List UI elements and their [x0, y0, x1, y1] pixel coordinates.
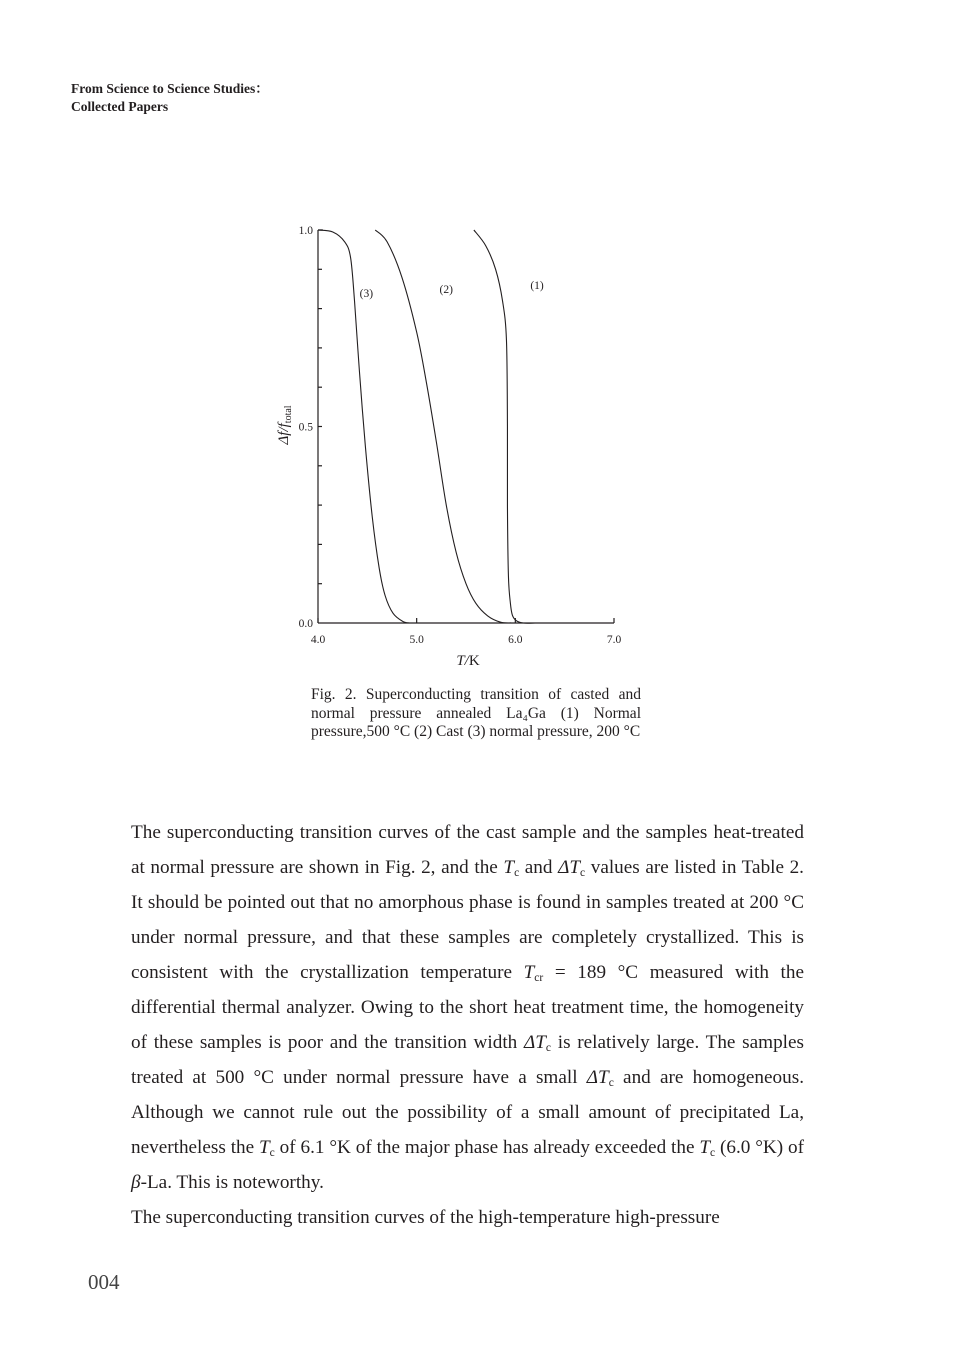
series-label: (2): [439, 283, 453, 296]
series-label: (1): [530, 279, 544, 292]
book-title: From Science to Science Studies：: [71, 81, 269, 96]
subscript: c: [580, 866, 586, 879]
text-run: ΔT: [586, 1067, 609, 1088]
x-axis-label: T/K: [456, 653, 480, 669]
text-run: T: [523, 962, 535, 983]
paragraph: [131, 815, 804, 1200]
running-header: [71, 80, 269, 116]
y-axis-label: $\Delta f/f_{total}$: [276, 405, 294, 445]
subscript: c: [269, 1146, 275, 1159]
text-run: -La. This is noteworthy.: [140, 1172, 324, 1193]
x-tick-label: 6.0: [508, 634, 523, 646]
text-run: T: [503, 857, 515, 878]
figure-caption: Fig. 2. Superconducting transition of casted and normal pressure annealed La₄Ga (1) Normal pressure,500 °C (2) Cast (3) normal pressure, 200 °C: [311, 686, 641, 740]
subscript: cr: [534, 971, 544, 984]
body-text: [131, 815, 804, 1235]
text-run: and: [519, 857, 559, 878]
book-subtitle: Collected Papers: [71, 99, 169, 114]
x-tick-label: 5.0: [409, 634, 424, 646]
text-run: β: [131, 1172, 141, 1193]
text-run: ΔT: [558, 857, 581, 878]
text-run: T: [699, 1137, 711, 1158]
text-run: of 6.1 °K of the major phase has already exceeded the: [274, 1137, 700, 1158]
text-run: T: [259, 1137, 270, 1158]
paragraph: [131, 1200, 804, 1235]
text-run: = 189 °C measured with the differential thermal analyzer. Owing to the short heat treatment time, the homogeneity of these samples is poor and the transition width: [131, 962, 804, 1053]
text-run: and are homogeneous. Although we cannot rule out the possibility of a small amount of precipitated La, nevertheless the: [131, 1067, 804, 1158]
text-run: ΔT: [523, 1032, 546, 1053]
page-number: 004: [88, 1270, 120, 1294]
text-run: (6.0 °K) of: [715, 1137, 805, 1158]
subscript: c: [545, 1041, 552, 1054]
subscript: c: [710, 1146, 716, 1159]
x-tick-label: 4.0: [310, 634, 326, 646]
series-label: (3): [359, 287, 374, 300]
text-run: The superconducting transition curves of the high-temperature high-pressure: [131, 1207, 720, 1228]
x-tick-label: 7.0: [606, 634, 622, 646]
y-tick-label: 1.0: [298, 225, 313, 237]
subscript: c: [608, 1076, 614, 1089]
y-tick-label: 0.0: [298, 618, 313, 630]
subscript: c: [514, 866, 520, 879]
text-run: The superconducting transition curves of the cast sample and the samples heat-treated at normal pressure are shown in Fig. 2, and the: [131, 822, 804, 878]
text-run: is relatively large. The samples treated at 500 °C under normal pressure have a small: [131, 1032, 804, 1088]
series-curve-1: [474, 230, 535, 623]
y-tick-label: 0.5: [298, 421, 313, 434]
text-run: values are listed in Table 2. It should be pointed out that no amorphous phase is found in samples treated at 200 °C under normal pressure, and that these samples are completely crystallized. This is consistent with the crystallization temperature: [131, 857, 804, 983]
figure-2-chart: [260, 215, 640, 675]
